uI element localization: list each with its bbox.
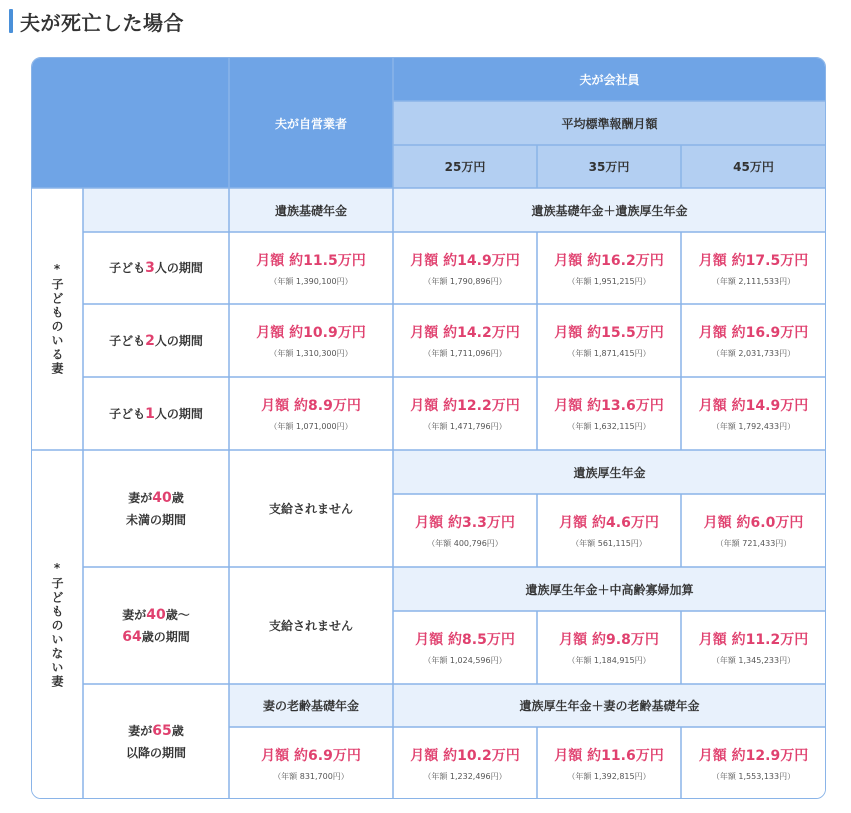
count-number: 1 bbox=[145, 405, 155, 422]
asterisk-mark: * bbox=[50, 561, 64, 577]
monthly-amount: 月額 約17.5万円 bbox=[698, 252, 809, 269]
annual-amount: （年額 1,184,915円） bbox=[567, 656, 651, 665]
monthly-amount: 月額 約6.0万円 bbox=[703, 515, 804, 531]
monthly-amount: 月額 約16.2万円 bbox=[554, 252, 664, 269]
amount-cell bbox=[681, 727, 826, 799]
amount-cell bbox=[393, 377, 537, 450]
annual-amount: （年額 1,471,796円） bbox=[423, 422, 507, 431]
monthly-amount: 月額 約4.6万円 bbox=[559, 515, 659, 531]
annual-amount: （年額 561,115円） bbox=[571, 539, 647, 548]
monthly-amount: 月額 約14.2万円 bbox=[410, 325, 520, 341]
asterisk-mark: * bbox=[50, 262, 64, 278]
amount-cell bbox=[537, 494, 681, 567]
monthly-amount: 月額 約9.8万円 bbox=[559, 632, 659, 648]
section1-pension-self: 遺族基礎年金 bbox=[229, 188, 393, 232]
age-number: 40 bbox=[146, 606, 166, 623]
amount-cell bbox=[393, 611, 537, 684]
annual-amount: （年額 721,433円） bbox=[715, 539, 792, 548]
annual-amount: （年額 2,031,733円） bbox=[711, 349, 796, 358]
monthly-amount: 月額 約3.3万円 bbox=[415, 515, 515, 531]
monthly-amount: 月額 約10.2万円 bbox=[410, 748, 520, 764]
annual-amount: （年額 1,390,100円） bbox=[269, 276, 353, 286]
row-40-64-label: 妻が40歳～ 64歳の期間 bbox=[83, 567, 229, 684]
annual-amount: （年額 1,792,433円） bbox=[711, 422, 796, 431]
not-paid-cell: 支給されません bbox=[229, 567, 393, 684]
pension-table bbox=[31, 57, 826, 799]
monthly-amount: 月額 約12.2万円 bbox=[410, 398, 520, 414]
header-corner bbox=[32, 58, 229, 188]
monthly-amount: 月額 約6.9万円 bbox=[261, 748, 361, 764]
amount-cell bbox=[681, 232, 826, 304]
annual-amount: （年額 400,796円） bbox=[427, 539, 503, 548]
amount-cell bbox=[229, 304, 393, 377]
annual-amount: （年額 1,345,233円） bbox=[711, 656, 796, 665]
amount-cell bbox=[229, 232, 393, 304]
not-paid-cell: 支給されません bbox=[229, 450, 393, 567]
monthly-amount: 月額 約11.5万円 bbox=[256, 252, 366, 269]
header-salary-25: 25万円 bbox=[393, 145, 537, 188]
section-with-children-label: 子どものいる妻 bbox=[50, 278, 64, 376]
row-children-1-label: 子ども1人の期間 bbox=[83, 377, 229, 450]
monthly-amount: 月額 約11.2万円 bbox=[698, 632, 809, 648]
amount-cell bbox=[537, 304, 681, 377]
annual-amount: （年額 1,790,896円） bbox=[423, 276, 507, 286]
section1-pension-corner bbox=[83, 188, 229, 232]
age-number: 40 bbox=[152, 489, 172, 506]
annual-amount: （年額 1,232,496円） bbox=[423, 772, 507, 781]
row-under-40-pension: 遺族厚生年金 bbox=[393, 450, 826, 494]
amount-cell bbox=[229, 727, 393, 799]
monthly-amount: 月額 約8.9万円 bbox=[261, 398, 361, 414]
annual-amount: （年額 1,392,815円） bbox=[567, 772, 651, 781]
section-with-children bbox=[32, 188, 83, 450]
annual-amount: （年額 1,310,300円） bbox=[269, 349, 353, 358]
title-accent-bar bbox=[9, 9, 13, 33]
amount-cell bbox=[537, 377, 681, 450]
amount-cell bbox=[229, 377, 393, 450]
row-40-64-pension: 遺族厚生年金＋中高齢寡婦加算 bbox=[393, 567, 826, 611]
annual-amount: （年額 2,111,533円） bbox=[711, 276, 796, 286]
monthly-amount: 月額 約16.9万円 bbox=[698, 325, 809, 341]
page-title bbox=[0, 6, 184, 36]
annual-amount: （年額 1,553,133円） bbox=[711, 772, 796, 781]
age-number: 65 bbox=[152, 723, 172, 739]
amount-cell bbox=[393, 494, 537, 567]
annual-amount: （年額 1,632,115円） bbox=[567, 422, 651, 431]
header-salary-35: 35万円 bbox=[537, 145, 681, 188]
row-children-3-label: 子ども3人の期間 bbox=[83, 232, 229, 304]
annual-amount: （年額 1,711,096円） bbox=[423, 349, 507, 358]
amount-cell bbox=[537, 727, 681, 799]
header-self-employed: 夫が自営業者 bbox=[229, 58, 393, 188]
annual-amount: （年額 1,951,215円） bbox=[567, 276, 651, 286]
monthly-amount: 月額 約12.9万円 bbox=[698, 748, 809, 764]
page-title-text: 夫が死亡した場合 bbox=[20, 10, 184, 35]
amount-cell bbox=[681, 377, 826, 450]
amount-cell bbox=[393, 727, 537, 799]
row-65-plus-pension-self: 妻の老齢基礎年金 bbox=[229, 684, 393, 727]
monthly-amount: 月額 約15.5万円 bbox=[554, 325, 664, 341]
annual-amount: （年額 831,700円） bbox=[273, 772, 349, 781]
count-number: 3 bbox=[145, 260, 155, 276]
section-without-children-label: 子どものいない妻 bbox=[50, 577, 64, 689]
amount-cell bbox=[681, 494, 826, 567]
header-company-employee: 夫が会社員 bbox=[393, 58, 826, 101]
header-salary-45: 45万円 bbox=[681, 145, 826, 188]
amount-cell bbox=[681, 611, 826, 684]
monthly-amount: 月額 約11.6万円 bbox=[554, 748, 664, 764]
annual-amount: （年額 1,871,415円） bbox=[567, 349, 651, 358]
monthly-amount: 月額 約8.5万円 bbox=[415, 632, 515, 648]
monthly-amount: 月額 約13.6万円 bbox=[554, 398, 664, 414]
annual-amount: （年額 1,071,000円） bbox=[269, 422, 353, 431]
row-65-plus-label: 妻が65歳 以降の期間 bbox=[83, 684, 229, 799]
amount-cell bbox=[537, 611, 681, 684]
monthly-amount: 月額 約10.9万円 bbox=[256, 325, 366, 341]
count-number: 2 bbox=[145, 332, 155, 349]
amount-cell bbox=[681, 304, 826, 377]
annual-amount: （年額 1,024,596円） bbox=[423, 656, 507, 665]
header-avg-salary: 平均標準報酬月額 bbox=[393, 101, 826, 145]
age-number: 64 bbox=[122, 628, 142, 645]
row-children-2-label: 子ども2人の期間 bbox=[83, 304, 229, 377]
amount-cell bbox=[393, 232, 537, 304]
row-under-40-label: 妻が40歳 未満の期間 bbox=[83, 450, 229, 567]
monthly-amount: 月額 約14.9万円 bbox=[698, 398, 809, 414]
section1-pension-company: 遺族基礎年金＋遺族厚生年金 bbox=[393, 188, 826, 232]
amount-cell bbox=[537, 232, 681, 304]
section-without-children bbox=[32, 450, 83, 799]
amount-cell bbox=[393, 304, 537, 377]
monthly-amount: 月額 約14.9万円 bbox=[410, 252, 520, 269]
row-65-plus-pension-company: 遺族厚生年金＋妻の老齢基礎年金 bbox=[393, 684, 826, 727]
